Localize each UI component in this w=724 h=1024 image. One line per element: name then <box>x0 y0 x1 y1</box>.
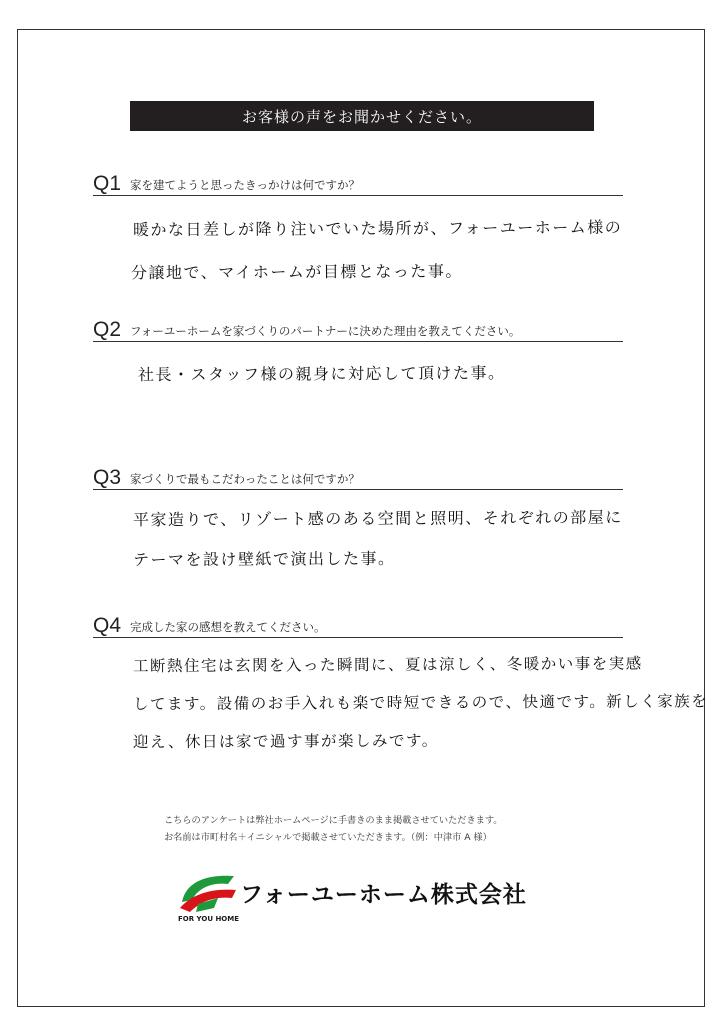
answer-line: 工断熱住宅は玄関を入った瞬間に、夏は涼しく、冬暖かい事を実感 <box>132 654 643 676</box>
notice-line: お名前は市町村名＋イニシャルで掲載させていただきます。（例：中津市 A 様） <box>164 832 492 843</box>
company-tagline: FOR YOU HOME <box>178 915 240 923</box>
question-text: フォーユーホームを家づくりのパートナーに決めた理由を教えてください。 <box>130 324 521 338</box>
answer-line: してます。設備のお手入れも楽で時短できるので、快適です。新しく家族を <box>132 692 709 714</box>
question-number: Q2 <box>93 318 122 341</box>
question-block-1 <box>93 173 623 282</box>
answer-line: 迎え、休日は家で過す事が楽しみです。 <box>132 731 439 752</box>
question-header <box>93 615 623 638</box>
answer-line: テーマを設け壁紙で演出した事。 <box>132 548 396 570</box>
answer-line: 平家造りで、リゾート感のある空間と照明、それぞれの部屋に <box>132 507 623 530</box>
question-header <box>93 467 623 490</box>
company-name: フォーユーホーム株式会社 <box>240 882 527 908</box>
question-block-3 <box>93 467 623 569</box>
answer-line: 分譲地で、マイホームが目標となった事。 <box>130 261 463 283</box>
question-number: Q3 <box>93 466 122 489</box>
question-block-4 <box>93 614 709 752</box>
answer-line: 社長・スタッフ様の親身に対応して頂けた事。 <box>137 363 506 385</box>
question-number: Q4 <box>93 614 122 637</box>
question-block-2 <box>93 319 623 384</box>
question-header <box>93 173 623 196</box>
question-number: Q1 <box>93 172 122 195</box>
publication-notice <box>164 812 502 846</box>
logo-mark-icon <box>178 868 240 916</box>
question-header <box>93 319 623 342</box>
question-text: 家づくりで最もこだわったことは何ですか？ <box>130 472 360 486</box>
company-logo <box>178 868 558 928</box>
question-text: 家を建てようと思ったきっかけは何ですか？ <box>130 178 360 192</box>
survey-title: お客様の声をお聞かせください。 <box>130 101 594 131</box>
answer-line: 暖かな日差しが降り注いでいた場所が、フォーユーホーム様の <box>132 217 623 240</box>
question-text: 完成した家の感想を教えてください。 <box>130 620 326 634</box>
notice-line: こちらのアンケートは弊社ホームページに手書きのまま掲載させていただきます。 <box>164 815 503 826</box>
